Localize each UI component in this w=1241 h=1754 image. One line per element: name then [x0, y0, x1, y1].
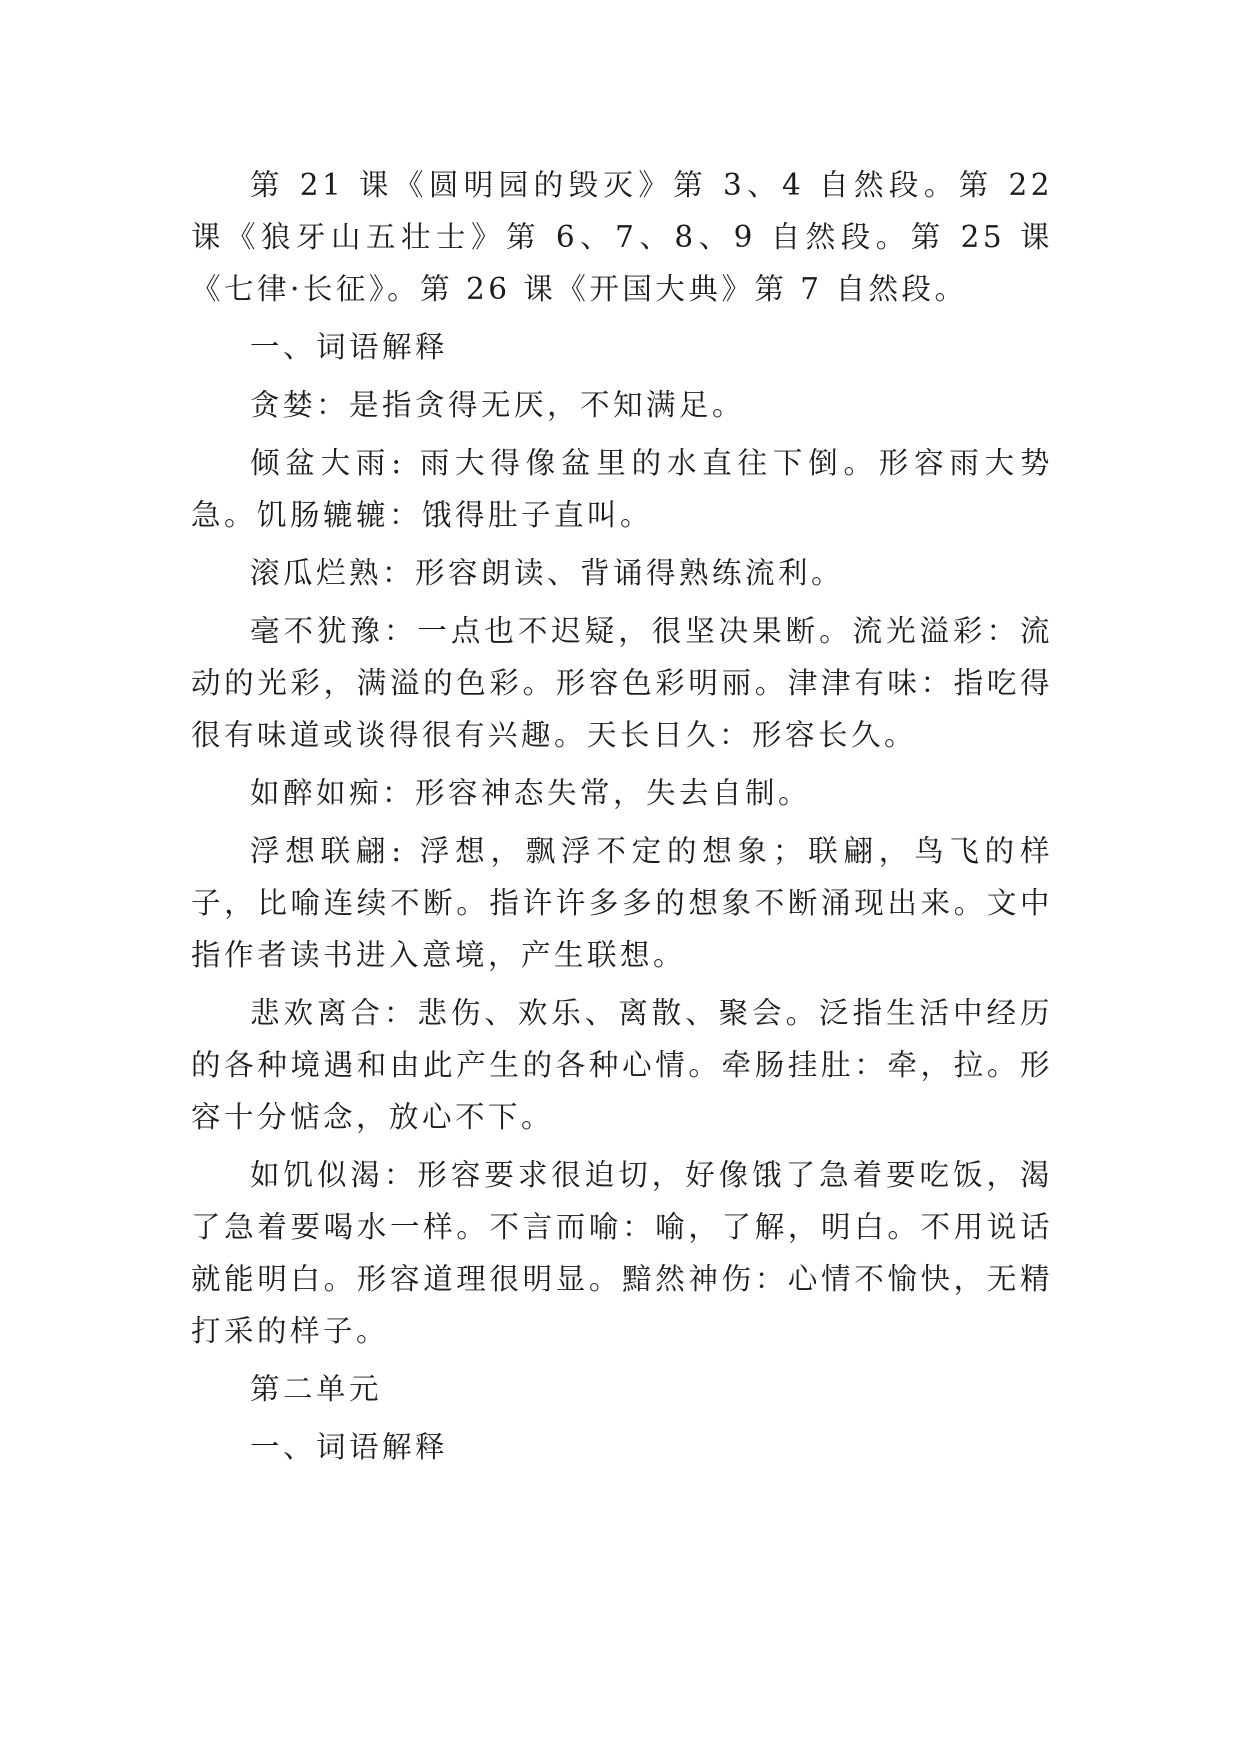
section-heading-vocabulary: 一、词语解释	[250, 330, 449, 364]
paragraph-definition: 滚瓜烂熟：形容朗读、背诵得熟练流利。	[250, 556, 845, 590]
paragraph-definition: 倾盆大雨: 雨大得像盆里的水直往下倒。形容雨大势急。饥肠辘辘：饿得肚子直叫。	[191, 446, 1053, 532]
paragraph-definition: 如饥似渴：形容要求很迫切，好像饿了急着要吃饭，渴了急着要喝水一样。不言而喻：喻，了解，明白。不用说话就能明白。形容道理很明显。黯然神伤：心情不愉快，无精打采的样子。	[191, 1158, 1053, 1348]
paragraph-definition: 浮想联翩: 浮想，飘浮不定的想象；联翩，鸟飞的样子，比喻连续不断。指许许多多的想象不断涌现出来。文中指作者读书进入意境，产生联想。	[191, 834, 1053, 972]
paragraph-definition: 毫不犹豫：一点也不迟疑，很坚决果断。流光溢彩：流动的光彩，满溢的色彩。形容色彩明丽。津津有味：指吃得很有味道或谈得很有兴趣。天长日久：形容长久。	[191, 614, 1053, 752]
unit-heading: 第二单元	[250, 1372, 383, 1406]
paragraph-definition: 贪婪：是指贪得无厌，不知满足。	[250, 388, 746, 422]
paragraph-definition: 悲欢离合：悲伤、欢乐、离散、聚会。泛指生活中经历的各种境遇和由此产生的各种心情。牵肠挂肚：牵，拉。形容十分惦念，放心不下。	[191, 996, 1053, 1134]
paragraph-lesson-list: 第 21 课《圆明园的毁灭》第 3、4 自然段。第 22 课《狼牙山五壮士》第 6、7、8、9 自然段。第 25 课《七律·长征》。第 26 课《开国大典》第 7 自然段。	[191, 168, 1053, 306]
paragraph-definition: 如醉如痴：形容神态失常，失去自制。	[250, 776, 812, 810]
document-body	[191, 159, 1053, 1479]
section-heading-vocabulary: 一、词语解释	[250, 1430, 449, 1464]
